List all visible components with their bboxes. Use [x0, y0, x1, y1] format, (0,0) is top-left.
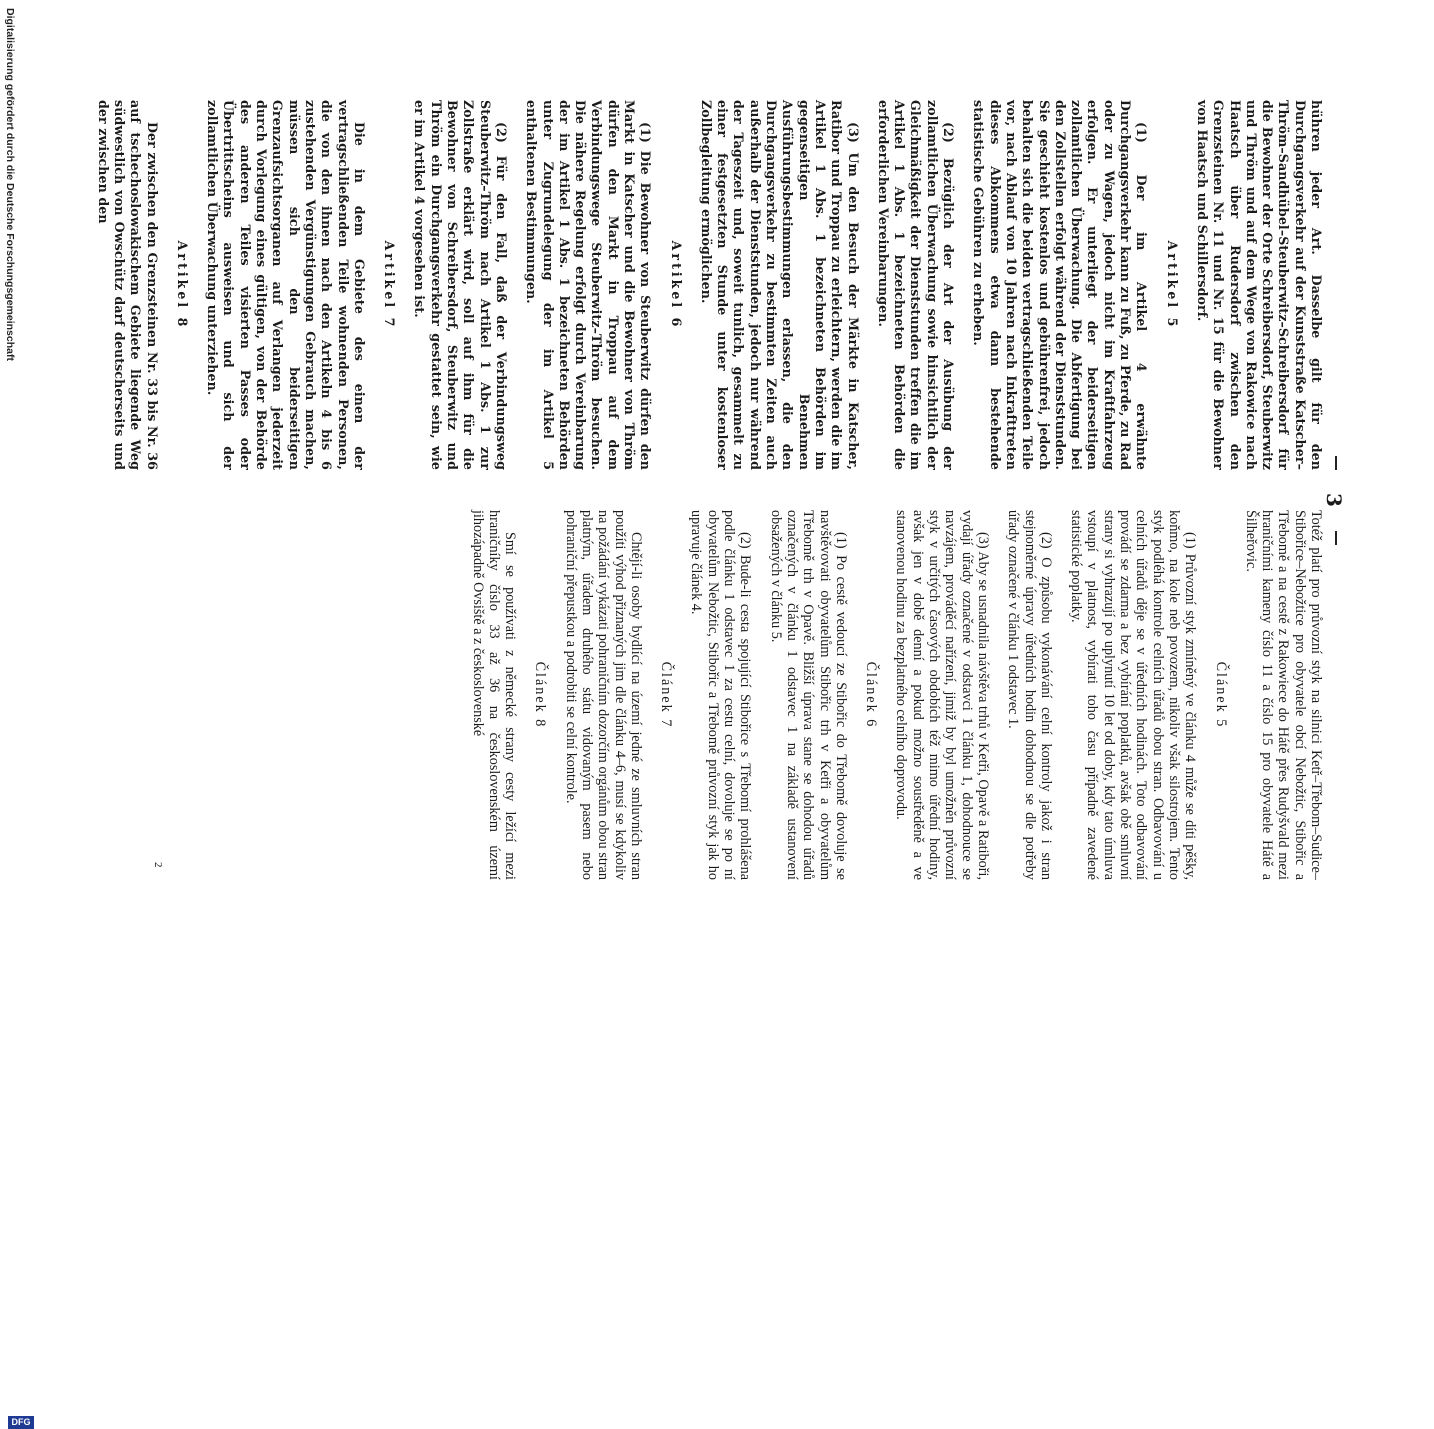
page-number-dash-right: [1336, 531, 1338, 545]
german-article-8-para-1: Der zwischen den Grenzsteinen Nr. 33 bis Nr. 36 auf tschechoslowakischem Gebiete liegende Weg südwestlich von Owschütz darf deutscherseits und der zwischen den: [95, 100, 160, 470]
german-article-6-para-1: (1) Die Bewohner von Steuberwitz dürfen den Markt in Katscher und die Bewohner von Thröm dürfen den Markt in Troppau auf dem Verbindungswege Steuberwitz–Thröm besuchen. Die nähere Regelung erfolgt durch Vereinbarung der im Artikel 1 Abs. 1 bezeichneten Behörden unter Zugrundelegung der im Artikel 5 enthaltenen Bestimmungen.: [524, 100, 654, 470]
czech-article-5-para-3: (3) Aby se usnadnila návštěva trhů v Ketři, Opavě a Ratiboři, vydají úřady označené v odstavci 1 článku 1, dohodnouce se navzájem, prováděcí nařízení, jimiž by byl umožněn průvozní styk v určitých časových obdobích též mimo úřední hodiny, avšak jen v době denní a pokud možno soustředěně a ve stanovenou hodinu za bezplatného celního doprovodu.: [893, 510, 991, 880]
german-article-6-para-2: (2) Für den Fall, daß der Verbindungsweg Steuberwitz–Thröm nach Artikel 1 Abs. 1 zur Zollstraße erklärt wird, soll auf ihm für die Bewohner von Schreibersdorf, Steuberwitz und Thröm ein Durchgangsverkehr gestattet sein, wie er im Artikel 4 vorgesehen ist.: [412, 100, 509, 470]
german-article-5-para-1: (1) Der im Artikel 4 erwähnte Durchgangsverkehr kann zu Fuß, zu Pferde, zu Rad oder zu Wagen, jedoch nicht im Kraftfahrzeug erfolgen. Er unterliegt der beiderseitigen zollamtlichen Überwachung. Die Abfertigung bei den Zollstellen erfolgt während der Dienststunden. Sie geschieht kostenlos und gebührenfrei, jedoch behalten sich die beiden vertragschließenden Teile vor, nach Ablauf von 10 Jahren nach Inkrafttreten dieses Abkommens etwa dann bestehende statistische Gebühren zu erheben.: [971, 100, 1150, 470]
czech-article-6-heading: Článek 6: [863, 661, 880, 729]
german-column: [95, 100, 1324, 470]
czech-article-8-para-1: Smí se používati z německé strany cesty ležící mezi hraničníky číslo 33 až 36 na československém území jihozápadně Ovsiště a z československé: [469, 510, 519, 880]
czech-article-7-para-1: Chtějí-li osoby bydlící na území jedné ze smluvních stran použíti výhod přiznaných jim dle článku 4–6, musí se kdykoliv na požádání vykázati pohraničním dozorčím orgánům obou stran platným, úřadem druhého státu vidovaným pasem nebo pohraniční přepustkou a podrobiti se celní kontrole.: [562, 510, 644, 880]
czech-article-6-para-1: (1) Po cestě vedoucí ze Stibořic do Třebomě dovoluje se navštěvovati obyvatelům Stibořic trh v Ketři a obyvatelům Třebomě trh v Opavě. Bližší úprava stane se dohodou úřadů označených v článku 1 odstavec 1 na základě ustanovení obsažených v článku 5.: [767, 510, 849, 880]
german-article-8-heading: Artikel 8: [174, 240, 190, 330]
dfg-logo: DFG: [8, 1416, 34, 1429]
german-article-5-para-2: (2) Bezüglich der Art der Ausübung der zollamtlichen Überwachung sowie hinsichtlich der Gleichmäßigkeit der Dienststunden treffen die im Artikel 1 Abs. 1 bezeichneten Behörden die erforderlichen Vereinbarungen.: [875, 100, 957, 470]
czech-article-5-para-1: (1) Průvozní styk zmíněný ve článku 4 může se díti pěšky, koňmo, na kole neb povozem, nikoliv však silostrojem. Tento styk podléhá kontrole celních úřadů obou stran. Odbavování u celních úřadů děje se v úředních hodinách. Toto odbavování provádí se zdarma a bez vybírání poplatků, avšak obě smluvní strany si vyhrazují po uplynutí 10 let od doby, kdy tato úmluva vstoupí v platnost, vybírati toho času případně zavedené statistické poplatky.: [1068, 510, 1199, 880]
czech-article-8-heading: Článek 8: [532, 661, 549, 729]
czech-article-5-heading: Článek 5: [1212, 661, 1229, 729]
page-number: 3: [1322, 493, 1346, 507]
czech-column: [469, 510, 1324, 880]
czech-intro: Totéž platí pro průvozní styk na silnici Ketř–Třebom–Sudice–Stibořice–Nebožtice pro obyvatele obcí Nebožtic, Stibořic a Třebomě a na cestě z Rakowiece do Hátě přes Rudyšvald mezi hraničními kameny číslo 11 a číslo 15 pro obyvatele Hátě a Šilheřovic.: [1242, 510, 1324, 880]
german-article-6-heading: Artikel 6: [668, 240, 684, 330]
czech-article-5-para-2: (2) O způsobu vykonávání celní kontroly jakož i stran stejnoměrné úpravy úředních hodin dohodnou se dle potřeby úřady označené v článku 1 odstavec 1.: [1005, 510, 1054, 880]
footer-number: 2: [152, 862, 164, 868]
german-article-5-para-3: (3) Um den Besuch der Märkte in Katscher, Ratibor und Troppau zu erleichtern, werden die im Artikel 1 Abs. 1 bezeichneten Behörden im gegenseitigen Benehmen Ausführungsbestimmungen erlassen, die den Durchgangsverkehr zu bestimmten Zeiten auch außerhalb der Dienststunden, jedoch nur während der Tageszeit und, soweit tunlich, gesammelt zu einer festgesetzten Stunde unter kostenloser Zollbegleitung ermöglichen.: [698, 100, 861, 470]
german-article-7-heading: Artikel 7: [382, 240, 398, 330]
page-number-dash-left: [1336, 456, 1338, 470]
czech-article-7-heading: Článek 7: [658, 661, 675, 729]
czech-article-6-para-2: (2) Bude-li cesta spojující Stibořice s Třebomí prohlášena podle článku 1 odstavec 1 za cestu celní, dovoluje se po ní obyvatelům Nebožtic, Stibořic a Třebomě průvozní styk jak ho upravuje článek 4.: [688, 510, 754, 880]
german-intro: hühren jeder Art. Dasselbe gilt für den Durchgangsverkehr auf der Kunststraße Katscher–Thröm–Sandhübel–Steuberwitz–Schreibersdorf für die Bewohner der Orte Schreibersdorf, Steuberwitz und Thröm und auf dem Wege von Rakowice nach Haatsch über Rudersdorf zwischen den Grenzsteinen Nr. 11 und Nr. 15 für die Bewohner von Haatsch und Schillersdorf.: [1194, 100, 1324, 470]
german-article-5-heading: Artikel 5: [1164, 240, 1180, 330]
digitization-credit: Digitalisierung gefördert durch die Deutsche Forschungsgemeinschaft: [4, 8, 16, 361]
german-article-7-para-1: Die in dem Gebiete des einen der vertragschließenden Teile wohnenden Personen, die von den ihnen nach den Artikeln 4 bis 6 zustehenden Vergünstigungen Gebrauch machen, müssen sich den beiderseitigen Grenzaufsichtsorganen auf Verlangen jederzeit durch Vorlegung eines gültigen, von der Behörde des anderen Teiles visierten Passes oder Übertrittscheins ausweisen und sich der zollamtlichen Überwachung unterziehen.: [205, 100, 367, 470]
